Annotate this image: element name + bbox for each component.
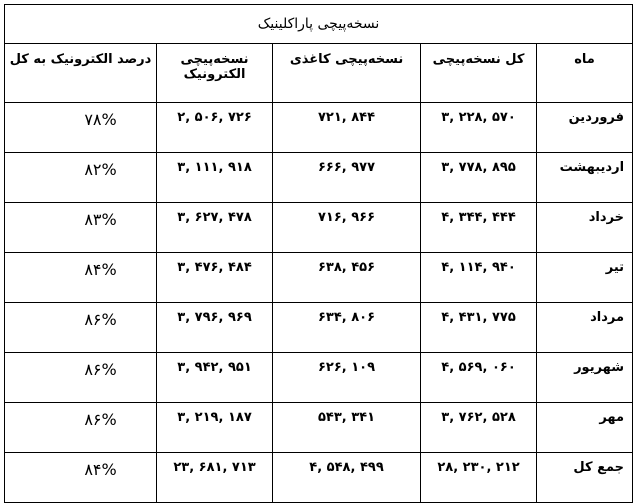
table-row (5, 303, 633, 353)
electronic-cell (157, 203, 273, 253)
electronic-cell (157, 403, 273, 453)
total-cell (421, 303, 537, 353)
total-cell (421, 353, 537, 403)
paper-value: ۶۳۴, ۸۰۶ (317, 310, 376, 325)
month-cell: مرداد (537, 303, 633, 353)
percent-cell: ۸۳% (5, 203, 157, 253)
total-value: ۴, ۵۶۹, ۰۶۰ (441, 360, 516, 375)
paper-cell (273, 403, 421, 453)
percent-cell: ۸۴% (5, 453, 157, 503)
electronic-cell (157, 453, 273, 503)
paper-value: ۵۴۳, ۳۴۱ (317, 410, 376, 425)
electronic-cell (157, 253, 273, 303)
table-header-row (5, 44, 633, 103)
paper-value: ۷۲۱, ۸۴۴ (317, 110, 376, 125)
total-cell (421, 453, 537, 503)
total-cell (421, 153, 537, 203)
percent-cell: ۷۸% (5, 103, 157, 153)
electronic-value: ۳, ۲۱۹, ۱۸۷ (177, 410, 252, 425)
total-cell (421, 253, 537, 303)
electronic-cell (157, 153, 273, 203)
month-cell: تیر (537, 253, 633, 303)
electronic-value: ۲, ۵۰۶, ۷۲۶ (177, 110, 252, 125)
total-value: ۳, ۷۷۸, ۸۹۵ (441, 160, 516, 175)
paper-cell (273, 103, 421, 153)
paper-cell (273, 203, 421, 253)
electronic-value: ۳, ۱۱۱, ۹۱۸ (177, 160, 252, 175)
percent-cell: ۸۲% (5, 153, 157, 203)
header-paper: نسخه‌پیچی کاغذی (273, 44, 421, 103)
paper-cell (273, 353, 421, 403)
paper-value: ۴, ۵۴۸, ۴۹۹ (309, 460, 384, 475)
percent-cell: ۸۴% (5, 253, 157, 303)
total-value: ۴, ۱۱۴, ۹۴۰ (441, 260, 516, 275)
total-cell (421, 403, 537, 453)
percent-cell: ۸۶% (5, 353, 157, 403)
month-cell: جمع کل (537, 453, 633, 503)
total-cell (421, 103, 537, 153)
percent-cell: ۸۶% (5, 403, 157, 453)
total-value: ۴, ۴۳۱, ۷۷۵ (441, 310, 516, 325)
table-row (5, 353, 633, 403)
paper-value: ۶۲۶, ۱۰۹ (317, 360, 376, 375)
table-row (5, 203, 633, 253)
total-value: ۳, ۷۶۲, ۵۲۸ (441, 410, 516, 425)
paper-cell (273, 253, 421, 303)
table-row (5, 103, 633, 153)
header-electronic: نسخه‌پیچی الکترونیک (157, 44, 273, 103)
electronic-value: ۳, ۴۷۶, ۴۸۴ (177, 260, 252, 275)
header-month: ماه (537, 44, 633, 103)
paper-cell (273, 303, 421, 353)
electronic-value: ۳, ۶۲۷, ۴۷۸ (177, 210, 252, 225)
electronic-cell (157, 303, 273, 353)
table-row (5, 253, 633, 303)
paper-cell (273, 453, 421, 503)
table-title: نسخه‌پیچی پاراکلینیک (5, 5, 633, 44)
paper-value: ۷۱۶, ۹۶۶ (317, 210, 376, 225)
header-total: کل نسخه‌پیچی (421, 44, 537, 103)
table-row (5, 153, 633, 203)
electronic-value: ۳, ۷۹۶, ۹۶۹ (177, 310, 252, 325)
month-cell: شهریور (537, 353, 633, 403)
electronic-cell (157, 103, 273, 153)
table-row-total (5, 453, 633, 503)
paper-value: ۶۳۸, ۴۵۶ (317, 260, 376, 275)
electronic-value: ۳, ۹۴۲, ۹۵۱ (177, 360, 252, 375)
table-title-row (5, 5, 633, 44)
total-cell (421, 203, 537, 253)
month-cell: مهر (537, 403, 633, 453)
electronic-value: ۲۳, ۶۸۱, ۷۱۳ (173, 460, 256, 475)
header-percent: درصد الکترونیک به کل (5, 44, 157, 103)
paper-value: ۶۶۶, ۹۷۷ (317, 160, 376, 175)
month-cell: خرداد (537, 203, 633, 253)
total-value: ۲۸, ۲۳۰, ۲۱۲ (437, 460, 520, 475)
total-value: ۳, ۲۲۸, ۵۷۰ (441, 110, 516, 125)
paper-cell (273, 153, 421, 203)
prescription-table (4, 4, 633, 503)
electronic-cell (157, 353, 273, 403)
total-value: ۴, ۳۴۴, ۴۴۴ (441, 210, 516, 225)
percent-cell: ۸۶% (5, 303, 157, 353)
month-cell: اردیبهشت (537, 153, 633, 203)
month-cell: فروردین (537, 103, 633, 153)
table-row (5, 403, 633, 453)
